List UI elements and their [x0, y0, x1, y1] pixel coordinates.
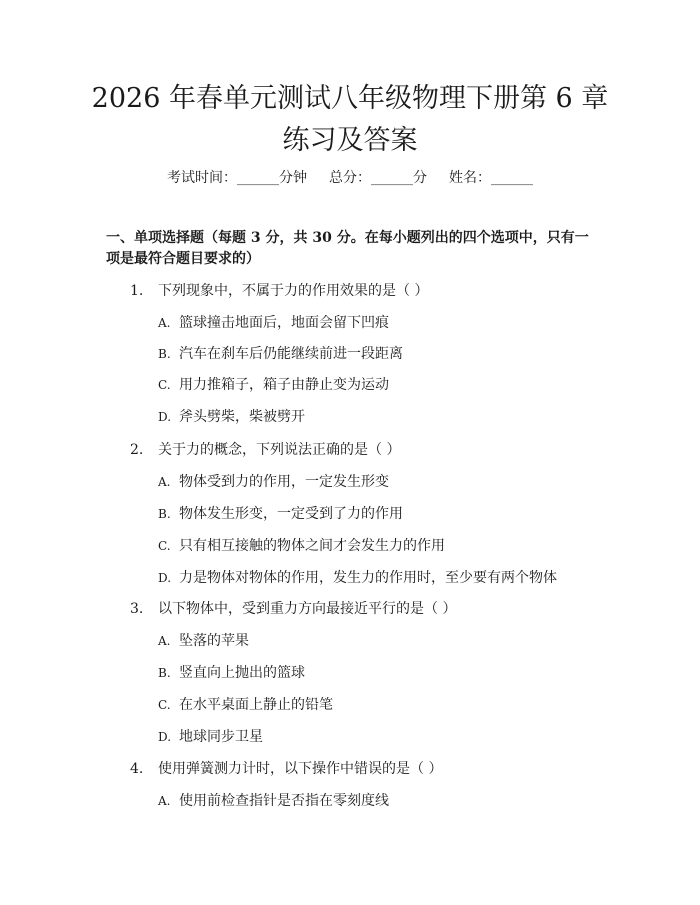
question-3 — [130, 600, 456, 618]
question-number: 4. — [130, 761, 144, 777]
option-2a — [158, 473, 389, 491]
option-1b — [158, 345, 403, 363]
option-text: 力是物体对物体的作用，发生力的作用时，至少要有两个物体 — [179, 570, 557, 586]
option-text: 用力推箱子，箱子由静止变为运动 — [179, 377, 389, 393]
option-3b — [158, 664, 305, 682]
option-text: 在水平桌面上静止的铅笔 — [179, 697, 333, 713]
exam-time-field: 考试时间：______分钟 — [167, 170, 307, 186]
option-letter: B. — [158, 666, 171, 680]
option-4a — [158, 792, 389, 810]
option-letter: C. — [158, 539, 171, 553]
section-heading: 一、单项选择题（每题 3 分，共 30 分。在每小题列出的四个选项中，只有一项是最符合题目要求的） — [106, 230, 589, 267]
option-letter: D. — [158, 410, 172, 424]
question-text: 使用弹簧测力计时，以下操作中错误的是（ ） — [158, 761, 443, 777]
option-2b — [158, 505, 403, 523]
question-4 — [130, 760, 442, 778]
question-1 — [130, 282, 428, 300]
option-text: 竖直向上抛出的篮球 — [179, 665, 305, 681]
option-text: 地球同步卫星 — [179, 729, 263, 745]
option-letter: B. — [158, 507, 171, 521]
option-letter: A. — [158, 794, 171, 808]
question-number: 3. — [130, 601, 144, 617]
option-letter: D. — [158, 730, 172, 744]
question-text: 下列现象中，不属于力的作用效果的是（ ） — [158, 283, 429, 299]
option-text: 物体受到力的作用，一定发生形变 — [179, 474, 389, 490]
option-1c — [158, 376, 389, 394]
option-text: 斧头劈柴，柴被劈开 — [179, 409, 305, 425]
student-name-field: 姓名：______ — [449, 170, 533, 186]
option-text: 使用前检查指针是否指在零刻度线 — [179, 793, 389, 809]
option-2c — [158, 537, 445, 555]
option-3c — [158, 696, 333, 714]
option-2d — [158, 569, 557, 587]
exam-info-line — [0, 168, 700, 188]
question-text: 以下物体中，受到重力方向最接近平行的是（ ） — [158, 601, 457, 617]
option-letter: A. — [158, 316, 171, 330]
option-1d — [158, 408, 305, 426]
option-letter: A. — [158, 634, 171, 648]
document-title: 2026 年春单元测试八年级物理下册第 6 章练习及答案 — [91, 83, 609, 156]
option-letter: C. — [158, 378, 171, 392]
option-text: 物体发生形变，一定受到了力的作用 — [179, 506, 403, 522]
option-letter: C. — [158, 698, 171, 712]
option-1a — [158, 314, 389, 332]
question-number: 2. — [130, 442, 144, 458]
option-3a — [158, 632, 249, 650]
question-number: 1. — [130, 283, 144, 299]
option-letter: B. — [158, 347, 171, 361]
option-text: 坠落的苹果 — [179, 633, 249, 649]
option-text: 汽车在刹车后仍能继续前进一段距离 — [179, 346, 403, 362]
option-text: 只有相互接触的物体之间才会发生力的作用 — [179, 538, 445, 554]
total-score-field: 总分：______分 — [329, 170, 427, 186]
option-letter: D. — [158, 571, 172, 585]
question-2 — [130, 441, 400, 459]
question-text: 关于力的概念，下列说法正确的是（ ） — [158, 442, 401, 458]
option-3d — [158, 728, 263, 746]
option-letter: A. — [158, 475, 171, 489]
option-text: 篮球撞击地面后，地面会留下凹痕 — [179, 315, 389, 331]
